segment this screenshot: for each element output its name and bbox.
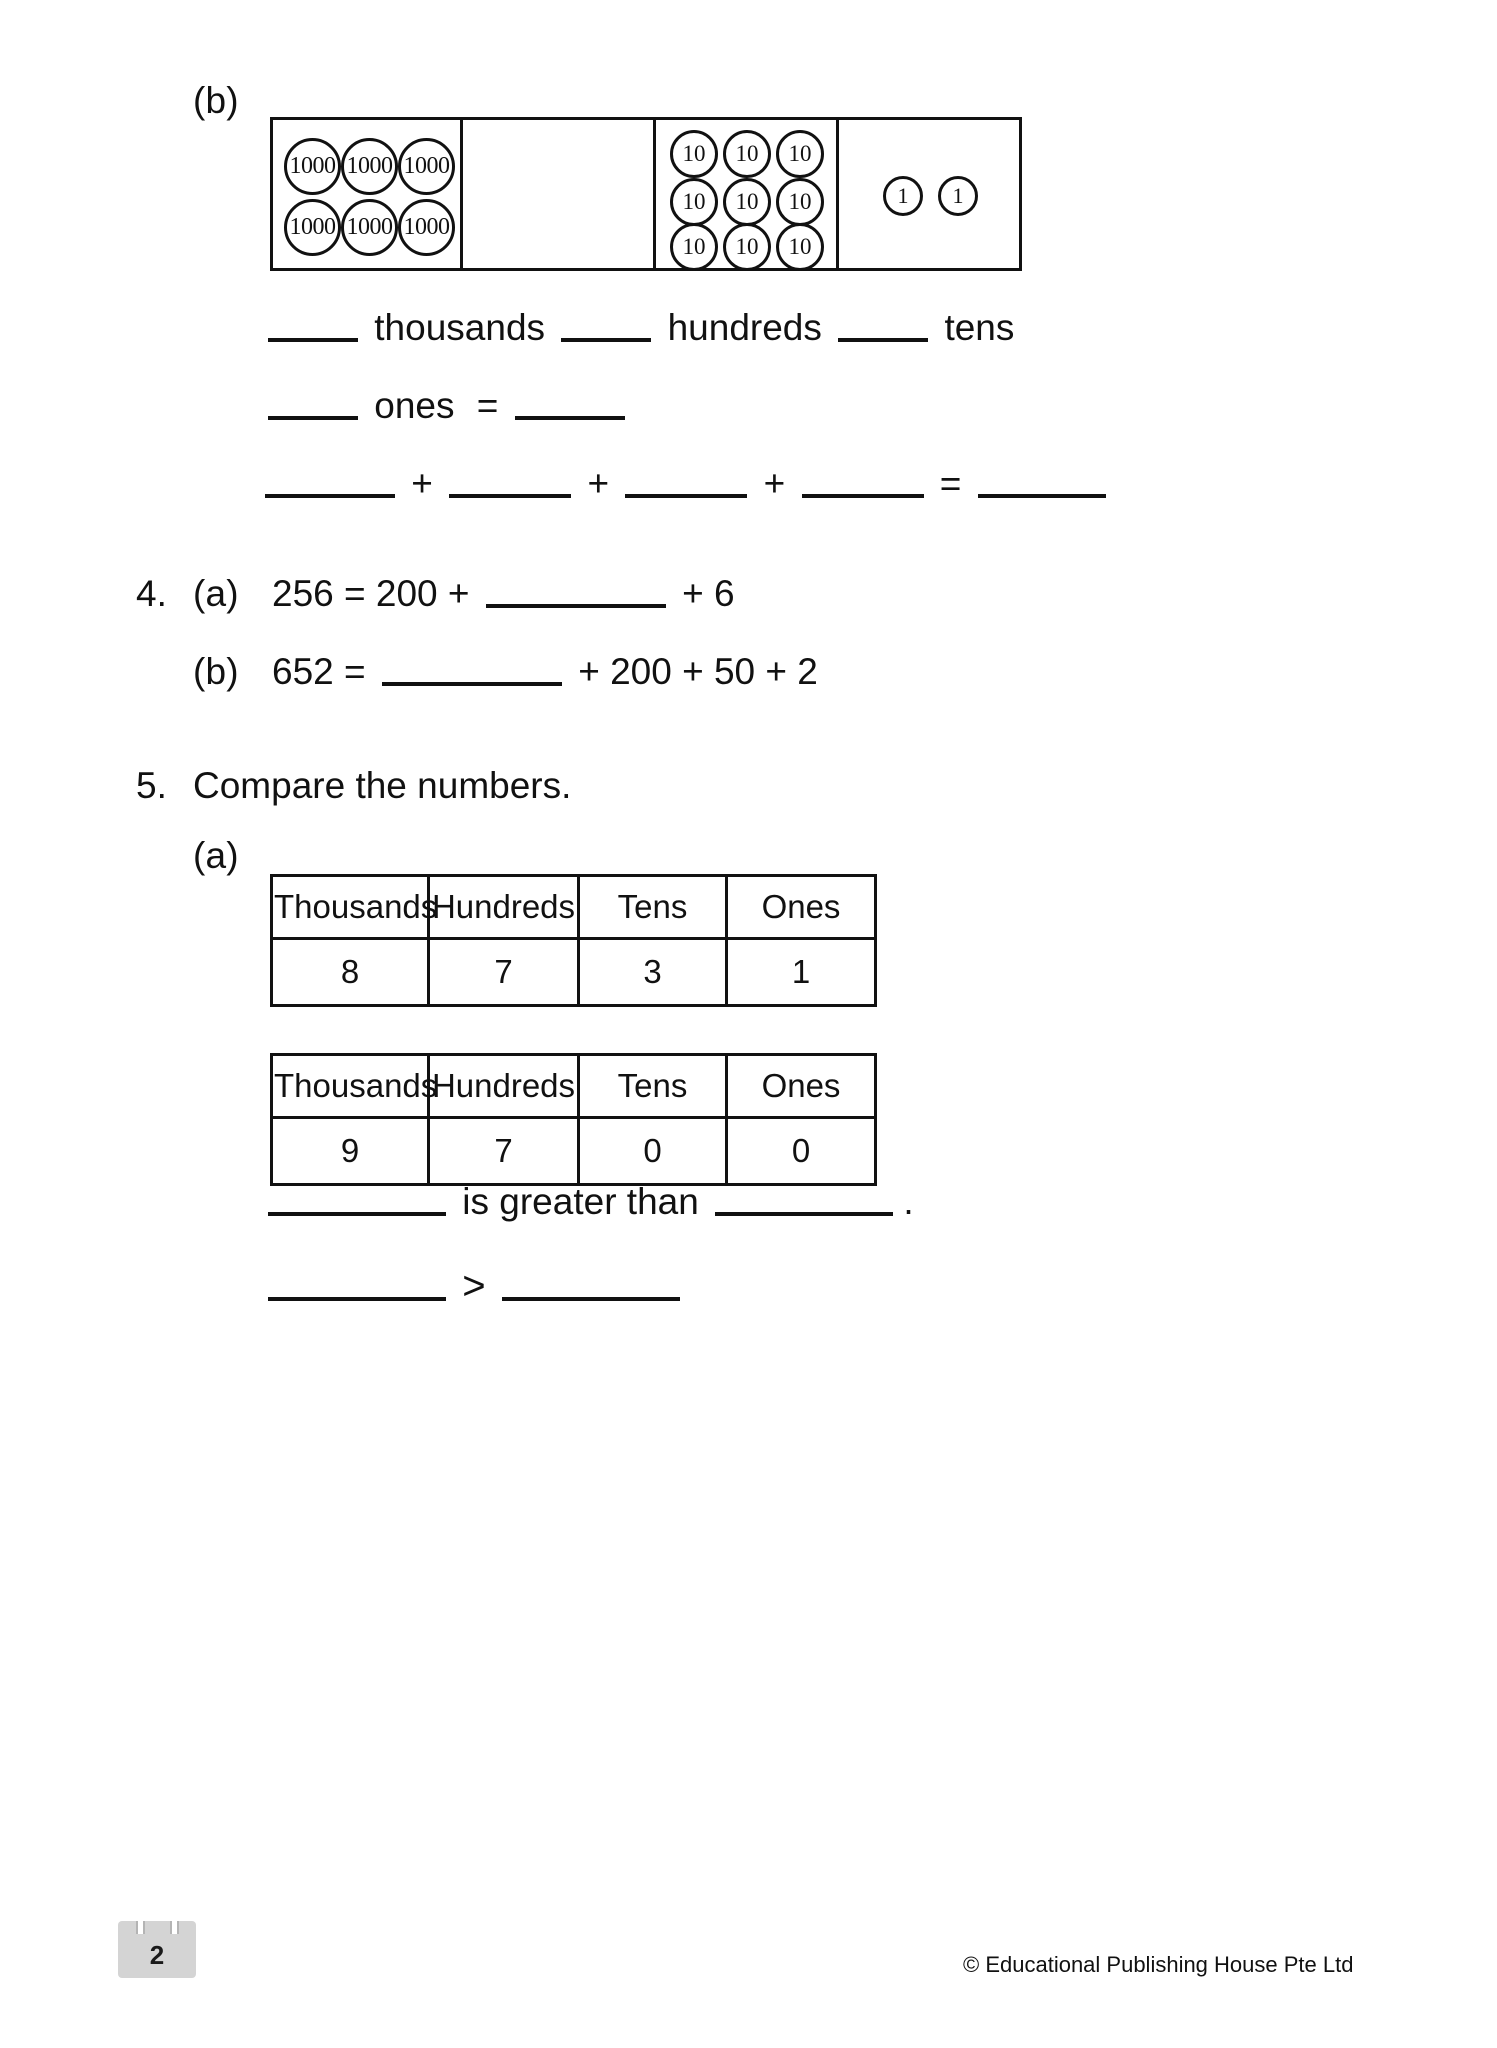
- pv-column-thousands: [273, 120, 463, 268]
- table-cell-hundreds: 7: [429, 939, 579, 1006]
- blank-expanded-3[interactable]: [625, 494, 747, 498]
- table-header-row: [272, 876, 876, 939]
- equation-prefix: 256 = 200 +: [272, 573, 470, 614]
- disc-10: 10: [670, 178, 718, 226]
- question-3b-line3: [265, 463, 1106, 505]
- plus-sign: +: [411, 463, 433, 504]
- blank-4b[interactable]: [382, 682, 562, 686]
- table-cell-ones: 1: [727, 939, 876, 1006]
- greater-than-symbol: >: [462, 1264, 486, 1308]
- period: .: [903, 1181, 914, 1222]
- page-number-tab: [118, 1921, 196, 1978]
- question-4a-equation: [272, 573, 741, 615]
- question-4-number: 4.: [136, 573, 167, 614]
- equation-suffix: + 6: [682, 573, 735, 614]
- disc-1: 1: [883, 176, 923, 216]
- place-value-chart-3b: [270, 117, 1022, 271]
- table-header-hundreds: Hundreds: [429, 1055, 579, 1118]
- comparison-inequality: [268, 1264, 680, 1309]
- label-hundreds: hundreds: [667, 307, 822, 348]
- table-header-thousands: Thousands: [272, 876, 429, 939]
- disc-10: 10: [776, 223, 824, 271]
- question-4b-label: (b): [193, 651, 239, 692]
- equals-sign: =: [939, 463, 962, 504]
- question-4b-equation: [272, 651, 824, 693]
- disc-1000: 1000: [398, 138, 455, 195]
- pv-column-ones: [839, 120, 1016, 268]
- disc-1000: 1000: [398, 199, 455, 256]
- blank-total[interactable]: [515, 416, 625, 420]
- table-header-ones: Ones: [727, 1055, 876, 1118]
- place-value-table-1: [270, 874, 877, 1007]
- disc-1000: 1000: [341, 138, 398, 195]
- disc-1000: 1000: [341, 199, 398, 256]
- disc-10: 10: [776, 178, 824, 226]
- disc-1000: 1000: [284, 138, 341, 195]
- table-cell-thousands: 8: [272, 939, 429, 1006]
- question-5-instruction: Compare the numbers.: [193, 765, 572, 806]
- blank-lesser-number[interactable]: [715, 1212, 893, 1216]
- table-header-ones: Ones: [727, 876, 876, 939]
- label-thousands: thousands: [374, 307, 546, 348]
- disc-1000: 1000: [284, 199, 341, 256]
- blank-inequality-left[interactable]: [268, 1297, 446, 1301]
- table-row: [272, 939, 876, 1006]
- table-cell-ones: 0: [727, 1118, 876, 1185]
- label-tens: tens: [944, 307, 1015, 348]
- table-cell-tens: 0: [579, 1118, 727, 1185]
- table-header-tens: Tens: [579, 876, 727, 939]
- blank-inequality-right[interactable]: [502, 1297, 680, 1301]
- label-ones: ones: [374, 385, 455, 426]
- question-5a-label: (a): [193, 835, 239, 876]
- question-3b-line1: [268, 307, 1020, 349]
- table-cell-thousands: 9: [272, 1118, 429, 1185]
- blank-greater-number[interactable]: [268, 1212, 446, 1216]
- table-cell-hundreds: 7: [429, 1118, 579, 1185]
- question-5-number: 5.: [136, 765, 167, 806]
- table-header-tens: Tens: [579, 1055, 727, 1118]
- question-3b-label: (b): [193, 80, 239, 121]
- blank-expanded-2[interactable]: [449, 494, 571, 498]
- tab-clip-left: [136, 1921, 145, 1934]
- plus-sign: +: [763, 463, 786, 504]
- tab-clip-right: [170, 1921, 179, 1934]
- blank-expanded-4[interactable]: [802, 494, 924, 498]
- page-number: 2: [149, 1940, 165, 1970]
- table-header-hundreds: Hundreds: [429, 876, 579, 939]
- blank-ones[interactable]: [268, 416, 358, 420]
- pv-column-tens: [656, 120, 839, 268]
- blank-hundreds[interactable]: [561, 338, 651, 342]
- blank-4a[interactable]: [486, 604, 666, 608]
- blank-thousands[interactable]: [268, 338, 358, 342]
- comparison-phrase: is greater than: [462, 1181, 699, 1222]
- blank-expanded-total[interactable]: [978, 494, 1106, 498]
- comparison-statement: [268, 1181, 914, 1223]
- equation-suffix: + 200 + 50 + 2: [578, 651, 818, 692]
- question-3b-line2: [268, 385, 625, 427]
- table-cell-tens: 3: [579, 939, 727, 1006]
- disc-10: 10: [723, 130, 771, 178]
- table-row: [272, 1118, 876, 1185]
- table-header-thousands: Thousands: [272, 1055, 429, 1118]
- disc-10: 10: [723, 223, 771, 271]
- disc-10: 10: [776, 130, 824, 178]
- disc-10: 10: [723, 178, 771, 226]
- plus-sign: +: [587, 463, 610, 504]
- blank-tens[interactable]: [838, 338, 928, 342]
- pv-column-hundreds: [463, 120, 656, 268]
- disc-10: 10: [670, 130, 718, 178]
- blank-expanded-1[interactable]: [265, 494, 395, 498]
- disc-10: 10: [670, 223, 718, 271]
- equals-sign: =: [476, 385, 499, 426]
- question-4a-label: (a): [193, 573, 239, 614]
- disc-1: 1: [938, 176, 978, 216]
- copyright-notice: © Educational Publishing House Pte Ltd: [963, 1952, 1354, 1977]
- place-value-table-2: [270, 1053, 877, 1186]
- table-header-row: [272, 1055, 876, 1118]
- equation-prefix: 652 =: [272, 651, 366, 692]
